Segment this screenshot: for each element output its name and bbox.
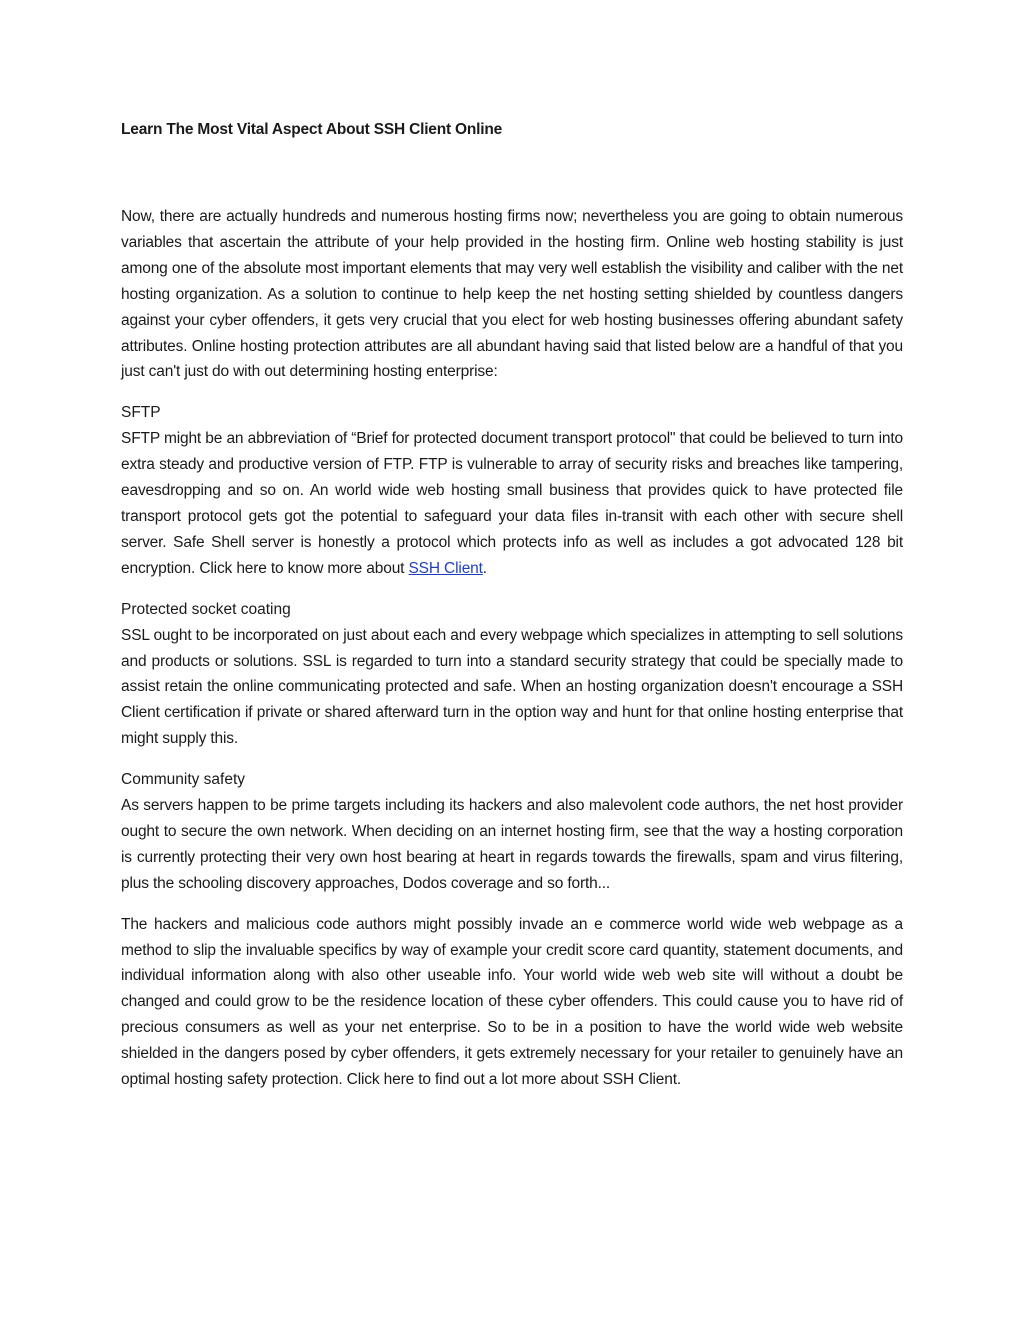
section-sftp [121, 400, 903, 581]
closing-paragraph: The hackers and malicious code authors might possibly invade an e commerce world wide web webpage as a method to slip the invaluable specifics by way of example your credit score card quantity, statement documents, and individual information along with also other useable info. Your world wide web web site will without a doubt be changed and could grow to be the residence location of these cyber offenders. This could cause you to have rid of precious consumers as well as your net enterprise. So to be in a position to have the world wide web website shielded in the dangers posed by cyber offenders, it gets extremely necessary for your retailer to genuinely have an optimal hosting safety protection. Click here to find out a lot more about SSH Client. [121, 915, 903, 1089]
sftp-body-end: . [482, 559, 487, 577]
document-body [121, 204, 903, 1093]
section-heading-sftp: SFTP [121, 404, 161, 422]
sftp-body-text: SFTP might be an abbreviation of “Brief for protected document transport protocol" that could be believed to turn into extra steady and productive version of FTP. FTP is vulnerable to array of security risks and breaches like tampering, eavesdropping and so on. An world wide web hosting small business that provides quick to have protected file transport protocol gets got the potential to safeguard your data files in-transit with each other with secure shell server. Safe Shell server is honestly a protocol which protects info as well as includes a got advocated 128 bit encryption. Click here to know more about [121, 430, 903, 577]
section-body-sftp [121, 426, 903, 581]
section-body-ssl: SSL ought to be incorporated on just about each and every webpage which specializes in attempting to sell solutions and products or solutions. SSL is regarded to turn into a standard security strategy that could be specially made to assist retain the online communicating protected and safe. When an hosting organization doesn't encourage a SSH Client certification if private or shared afterward turn in the option way and hunt for that online hosting enterprise that might supply this. [121, 626, 903, 748]
section-body-network: As servers happen to be prime targets including its hackers and also malevolent code authors, the net host provider ought to secure the own network. When deciding on an internet hosting firm, see that the way a hosting corporation is currently protecting their very own host bearing at heart in regards towards the firewalls, spam and virus filtering, plus the schooling discovery approaches, Dodos coverage and so forth... [121, 797, 903, 892]
section-network [121, 767, 903, 897]
page-title: Learn The Most Vital Aspect About SSH Client Online [121, 121, 503, 138]
ssh-client-link[interactable]: SSH Client [408, 559, 483, 577]
intro-paragraph: Now, there are actually hundreds and numerous hosting firms now; nevertheless you are going to obtain numerous variables that ascertain the attribute of your help provided in the hosting firm. Online web hosting stability is just among one of the absolute most important elements that may very well establish the visibility and caliber with the net hosting organization. As a solution to continue to help keep the net hosting setting shielded by countless dangers against your cyber offenders, it gets very crucial that you elect for web hosting businesses offering abundant safety attributes. Online hosting protection attributes are all abundant having said that listed below are a handful of that you just can't just do with out determining hosting enterprise: [121, 208, 903, 381]
section-heading-network: Community safety [121, 771, 246, 789]
section-heading-ssl: Protected socket coating [121, 600, 291, 618]
section-ssl [121, 597, 903, 752]
